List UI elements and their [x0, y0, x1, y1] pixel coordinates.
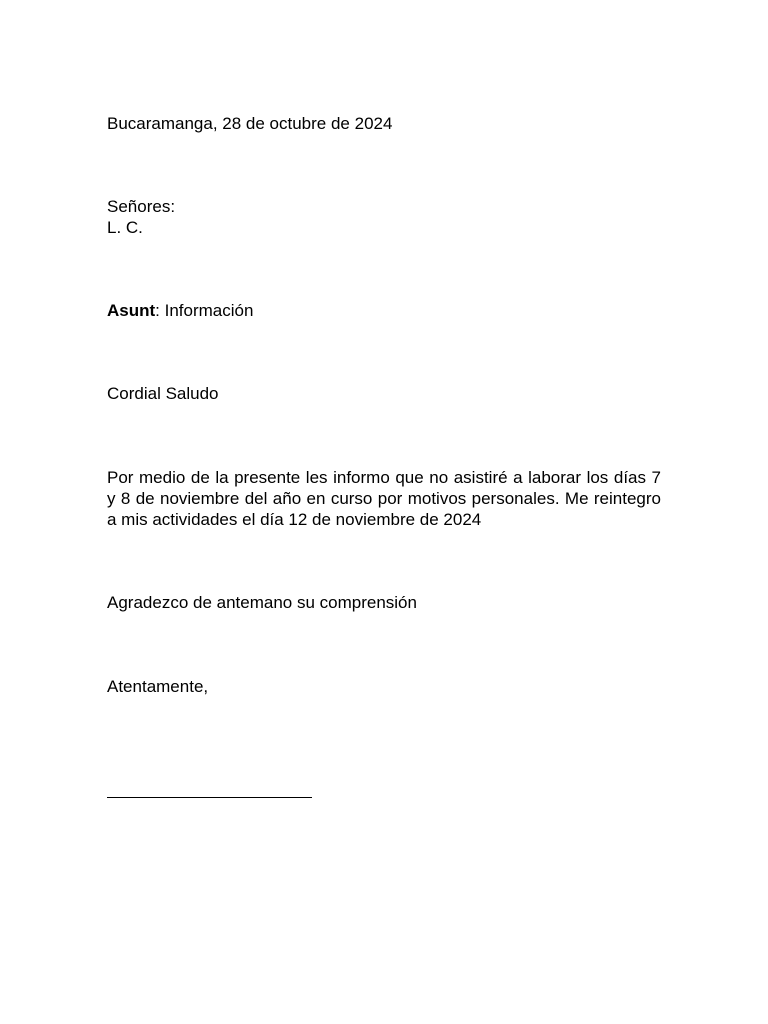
greeting: Cordial Saludo [107, 384, 219, 403]
subject-value: Información [164, 301, 254, 320]
thanks-line: Agradezco de antemano su comprensión [107, 593, 417, 612]
body-paragraph: Por medio de la presente les informo que no asistiré a laborar los días 7 y 8 de noviembre del año en curso por motivos personales. Me reintegro a mis actividades el día 12 de noviembre de 2024 [107, 468, 661, 529]
recipient-salutation: Señores: [107, 197, 176, 216]
recipient-block [107, 196, 661, 238]
subject-separator: : [155, 301, 165, 320]
closing-line: Atentamente, [107, 677, 209, 696]
date-line: Bucaramanga, 28 de octubre de 2024 [107, 114, 393, 133]
recipient-name: L. C. [107, 218, 143, 237]
subject-line [107, 300, 661, 321]
signature-line [107, 797, 312, 798]
subject-label: Asunt [107, 301, 156, 320]
